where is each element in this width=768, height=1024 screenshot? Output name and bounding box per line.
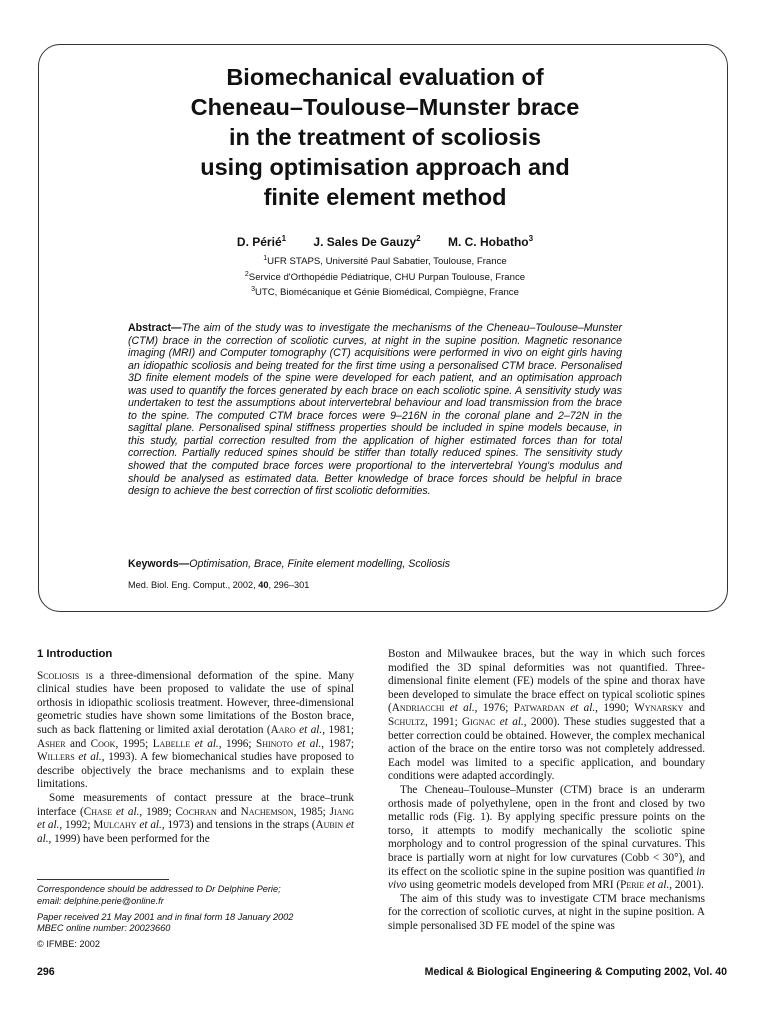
paragraph: Some measurements of contact pressure at the brace–trunk interface (Chase et al., 1989; Cochran and Nachemson, 1985; Jiang et al., 1992; Mulcahy et al., 1973) and tensions in the straps (Aubin et al., 1999) have been performed for the <box>37 791 355 845</box>
paragraph: The Cheneau–Toulouse–Munster (CTM) brace is an underarm orthosis made of polyethylene, open in the front and closed by two metallic rods (Fig. 1). By applying specific pressure points on the torso, it attempts to modify mechanically the scoliotic spine morphology and to control progression of the spinal curvatures. This brace is partially worn at night for low curvatures (Cobb < 30°), and its effect on the scoliotic spine in the supine position was quantified in vivo using geometric models developed from MRI (Perie et al., 2001). <box>388 783 705 892</box>
affiliation: $^3$UTC, Biomécanique et Génie Biomédical, Compiègne, France <box>251 286 519 299</box>
journal-footer: Medical & Biological Engineering & Computing 2002, Vol. 40 <box>424 966 727 978</box>
left-column <box>37 648 354 846</box>
abstract-lead: Abstract— <box>128 322 182 334</box>
keywords-lead: Keywords— <box>128 558 190 570</box>
copyright-note: © IFMBE: 2002 <box>37 939 100 950</box>
paragraph: The aim of this study was to investigate CTM brace mechanisms for the correction of scoliotic curves, at night in the supine position. A simple personalised 3D FE model of the spine was <box>388 892 705 932</box>
author: D. Périé$^1$ <box>236 234 287 249</box>
title-line: in the treatment of scoliosis <box>228 124 542 150</box>
page-number: 296 <box>37 966 55 978</box>
keywords <box>128 558 648 570</box>
journal-citation: Med. Biol. Eng. Comput., 2002, 40, 296–301 <box>128 580 310 590</box>
author: J. Sales De Gauzy$^2$ <box>313 234 421 249</box>
footnote-rule <box>37 879 169 880</box>
mbec-number: MBEC online number: 20023660 <box>37 923 171 934</box>
title-line: Biomechanical evaluation of <box>226 64 544 90</box>
title-line: Cheneau–Toulouse–Munster brace <box>190 94 580 120</box>
email-link[interactable]: email: delphine.perie@online.fr <box>37 895 164 906</box>
section-heading: 1 Introduction <box>37 648 113 660</box>
correspondence-note: Correspondence should be addressed to Dr Delphine Perie; <box>37 884 281 894</box>
paragraph: Scoliosis is a three-dimensional deformation of the spine. Many clinical studies have been proposed to validate the use of spinal orthosis in idiopathic scoliosis treatment. However, three-dimensional geometric studies have shown some limitations of the Boston brace, such as back flattening or limited axial derotation (Aaro et al., 1981; Asher and Cook, 1995; Labelle et al., 1996; Shinoto et al., 1987; Willers et al., 1993). A few biomechanical studies have proposed to describe objectively the brace mechanisms and to explain these limitations. <box>37 669 355 791</box>
affiliation-list <box>40 253 730 300</box>
title-line: finite element method <box>263 184 507 210</box>
author: M. C. Hobatho$^3$ <box>447 234 534 249</box>
right-column <box>388 648 705 933</box>
title-line: using optimisation approach and <box>200 154 570 180</box>
footnotes <box>37 884 367 951</box>
paragraph: Boston and Milwaukee braces, but the way in which such forces modified the 3D spinal deformities was not quantified. Three-dimensional finite element (FE) models of the spine and thorax have been developed to simulate the brace effect on typical scoliotic spines (Andriacchi et al., 1976; Patwardan et al., 1990; Wynarsky and Schultz, 1991; Gignac et al., 2000). These studies suggested that a better correction could be obtained. However, the complex mechanical action of the brace on the entire torso was not completely addressed. Each model was limited to a specific application, and boundary conditions were adapted accordingly. <box>388 648 705 783</box>
affiliation: $^2$Service d'Orthopédie Pédiatrique, CHU Purpan Toulouse, France <box>244 270 526 283</box>
received-note: Paper received 21 May 2001 and in final form 18 January 2002 <box>37 911 294 922</box>
abstract-text: The aim of the study was to investigate the mechanisms of the Cheneau–Toulouse–Munster (CTM) brace in the correction of scoliotic curves, at night in the supine position. Magnetic resonance imaging (MRI) and Computer tomography (CT) acquisitions were performed in vivo on eight girls having an idiopathic scoliosis and being treated for the first time using a personalised CTM brace. Personalised 3D finite element models of the spine were developed for each patient, and an optimisation approach was used to quantify the forces generated by each brace on each scoliotic spine. A sensitivity study was undertaken to test the assumptions about intervertebral behaviour and load transmission from the brace to the spine. The computed CTM brace forces were 9–216N in the coronal plane and 2–72N in the sagittal plane. Personalised spinal stiffness properties should be included in spine models because, in this study, partial correction resulted from the application of higher estimated forces than for total correction. Partially reduced spines should be stiffer than totally reduced spines. The sensitivity study showed that the computed brace forces were proportional to the intervertebral Young's modulus and should be analysed as estimated data. Better knowledge of brace forces should be helpful in brace design to achieve the best correction of first scoliotic deformities. <box>128 322 622 498</box>
keywords-text: Optimisation, Brace, Finite element modelling, Scoliosis <box>189 558 451 570</box>
affiliation: $^1$UFR STAPS, Université Paul Sabatier, Toulouse, France <box>263 255 507 268</box>
author-list <box>40 234 730 249</box>
abstract <box>128 322 622 498</box>
paper-title <box>40 62 730 212</box>
